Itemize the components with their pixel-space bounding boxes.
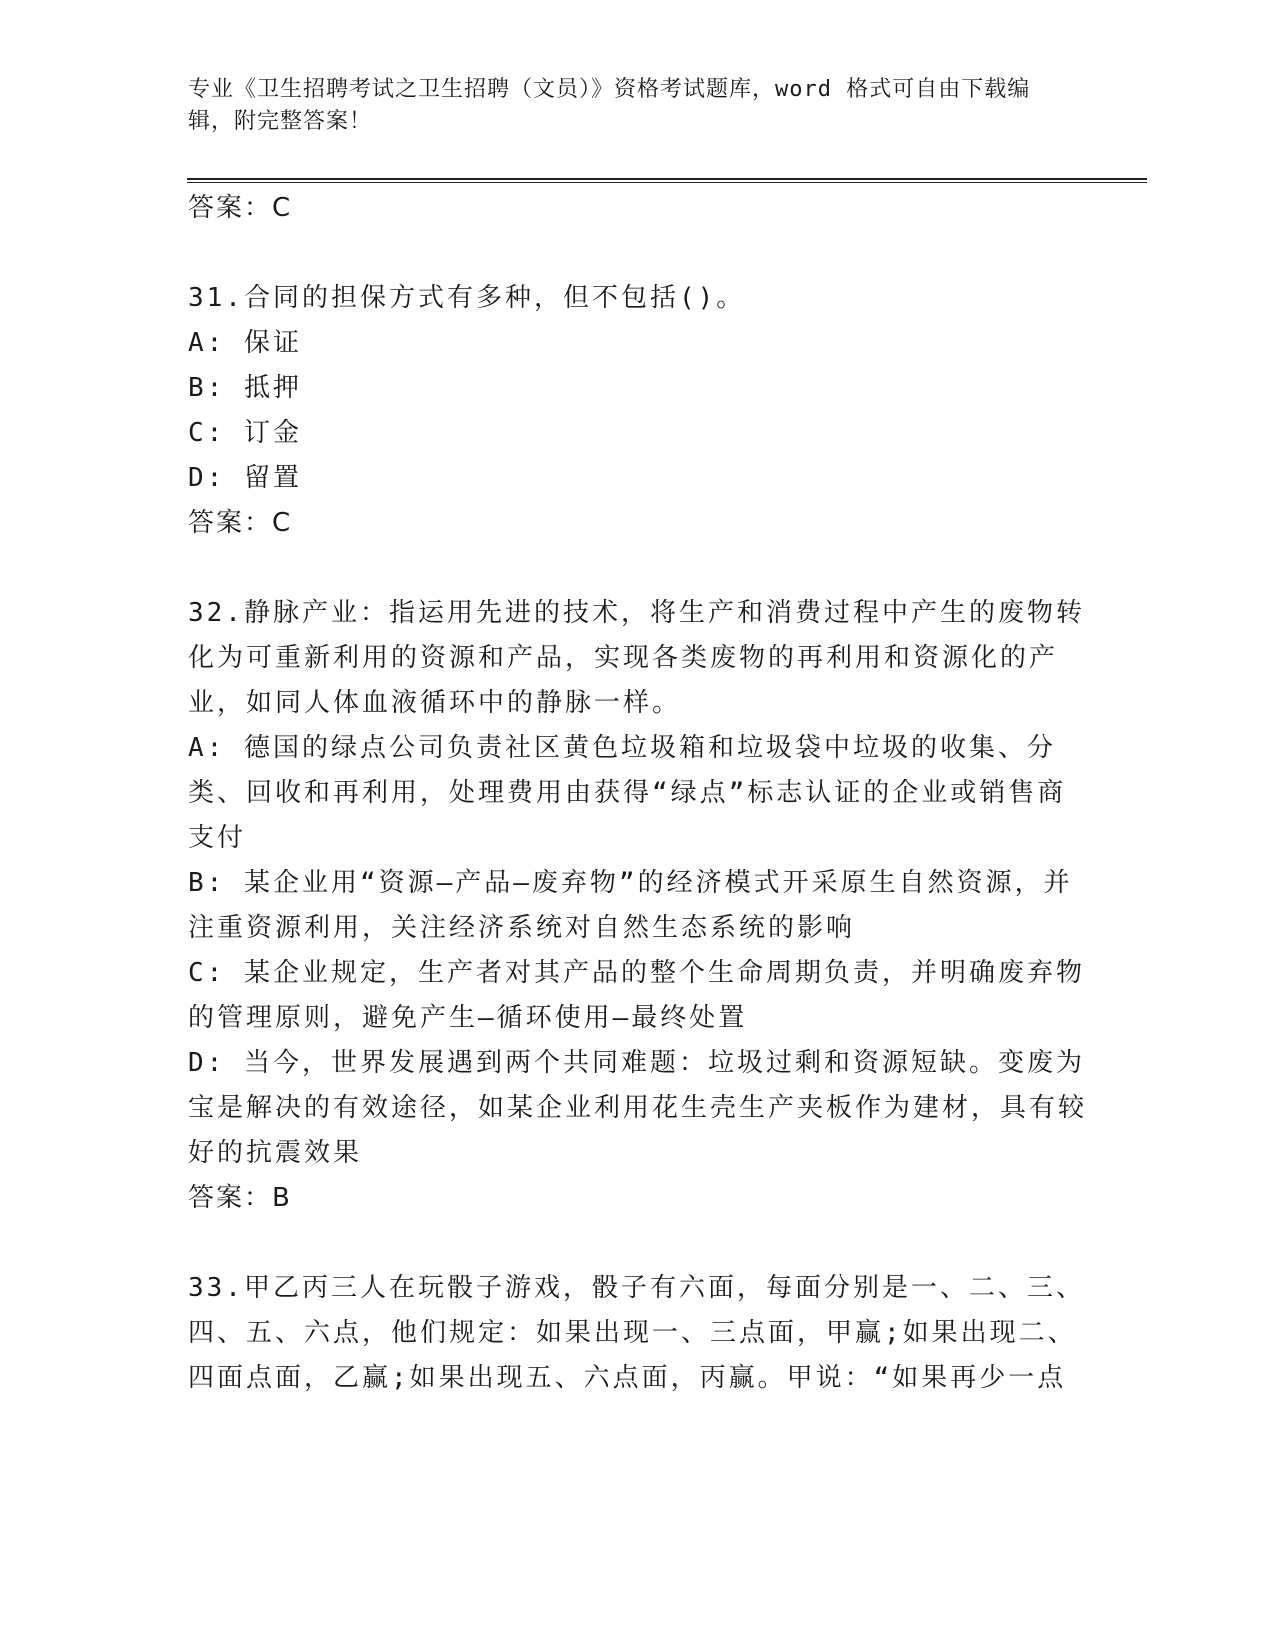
question-31-text: 31.合同的担保方式有多种，但不包括()。 — [188, 283, 746, 313]
page-header: 专业《卫生招聘考试之卫生招聘（文员）》资格考试题库，word 格式可自由下载编辑，附完整答案！ — [188, 77, 1031, 134]
question-32-option-a: A: 德国的绿点公司负责社区黄色垃圾箱和垃圾袋中垃圾的收集、分类、回收和再利用，处理费用由获得“绿点”标志认证的企业或销售商支付 — [188, 733, 1067, 853]
spacer — [188, 546, 1088, 591]
question-31-option-c: C: 订金 — [188, 418, 302, 448]
question-31-option-d: D: 留置 — [188, 463, 302, 493]
spacer — [188, 231, 1088, 276]
question-31-answer: 答案：C — [188, 508, 293, 538]
question-32-text: 32.静脉产业：指运用先进的技术，将生产和消费过程中产生的废物转化为可重新利用的资源和产品，实现各类废物的再利用和资源化的产业，如同人体血液循环中的静脉一样。 — [188, 598, 1085, 718]
question-32-answer: 答案：B — [188, 1183, 292, 1213]
answer-30: 答案：C — [188, 193, 293, 223]
question-31-option-b: B: 抵押 — [188, 373, 302, 403]
question-32 — [188, 591, 1088, 1221]
question-33 — [188, 1266, 1088, 1401]
header-divider — [187, 178, 1147, 183]
question-31 — [188, 276, 1088, 546]
document-body — [188, 186, 1088, 1401]
question-31-option-a: A: 保证 — [188, 328, 302, 358]
spacer — [188, 1221, 1088, 1266]
question-33-text: 33.甲乙丙三人在玩骰子游戏，骰子有六面，每面分别是一、二、三、四、五、六点，他们规定：如果出现一、三点面，甲赢;如果出现二、四面点面，乙赢;如果出现五、六点面，丙赢。甲说：“如果再少一点 — [188, 1273, 1085, 1393]
question-32-option-b: B: 某企业用“资源—产品—废弃物”的经济模式开采原生自然资源，并注重资源利用，关注经济系统对自然生态系统的影响 — [188, 868, 1073, 943]
question-32-option-d: D: 当今，世界发展遇到两个共同难题：垃圾过剩和资源短缺。变废为宝是解决的有效途径，如某企业利用花生壳生产夹板作为建材，具有较好的抗震效果 — [188, 1048, 1088, 1168]
question-32-option-c: C: 某企业规定，生产者对其产品的整个生命周期负责，并明确废弃物的管理原则，避免产生—循环使用—最终处置 — [188, 958, 1085, 1033]
